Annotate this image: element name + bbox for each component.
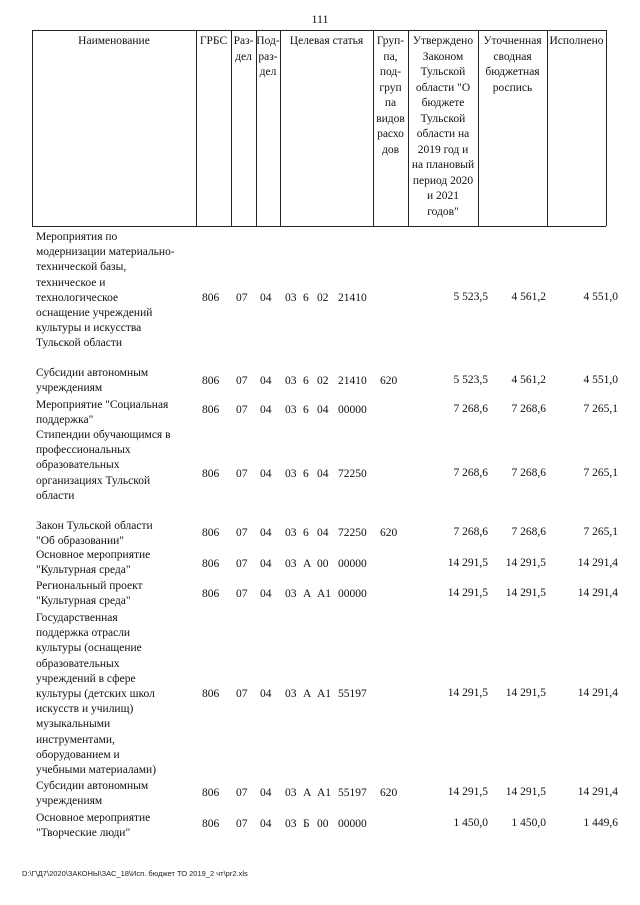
- cell-t3: 02: [317, 292, 329, 304]
- header-line: Уточненная: [483, 35, 542, 47]
- cell-t2: А: [303, 787, 312, 799]
- cell-t4: 55197: [338, 688, 367, 700]
- row-name-line: технологическое: [36, 291, 119, 304]
- row-name-line: Государственная: [36, 612, 118, 624]
- cell-t3: 02: [317, 375, 329, 387]
- header-refined: [478, 34, 547, 96]
- cell-refined: 14 291,5: [505, 687, 546, 699]
- row-name-line: "Об образовании": [36, 535, 124, 548]
- cell-approved: 7 268,6: [453, 526, 488, 538]
- cell-t2: 6: [303, 468, 309, 480]
- cell-group: 620: [380, 787, 398, 799]
- cell-t3: 04: [317, 527, 329, 539]
- cell-executed: 14 291,4: [577, 557, 618, 569]
- row-name-line: поддержка отрасли: [36, 627, 131, 640]
- cell-executed: 7 265,1: [583, 526, 618, 538]
- cell-razdel: 07: [236, 375, 248, 387]
- row-name-line: поддержка": [36, 414, 94, 427]
- cell-refined: 14 291,5: [505, 587, 546, 599]
- cell-razdel: 07: [236, 818, 248, 830]
- cell-t4: 21410: [338, 292, 367, 304]
- cell-approved: 5 523,5: [453, 291, 488, 303]
- row-name-line: Основное мероприятие: [36, 812, 151, 824]
- cell-t3: А1: [317, 688, 332, 700]
- row-name-line: культуры (оснащение: [36, 642, 142, 655]
- cell-razdel: 07: [236, 468, 248, 480]
- row-name-line: техническое и: [36, 276, 106, 289]
- cell-razdel: 07: [236, 787, 248, 799]
- row-name: [36, 519, 226, 549]
- row-name-line: учреждениям: [36, 795, 103, 808]
- header-line: на плановый: [411, 159, 475, 171]
- cell-razdel: 07: [236, 527, 248, 539]
- header-razdel: [231, 34, 256, 65]
- row-name-line: оборудованием и: [36, 748, 120, 761]
- cell-t2: 6: [303, 292, 309, 304]
- row-name: [36, 811, 226, 841]
- row-name-line: Основное мероприятие: [36, 549, 151, 561]
- cell-t3: 00: [317, 558, 329, 570]
- cell-executed: 7 265,1: [583, 467, 618, 479]
- row-name-line: модернизации материально-: [36, 246, 175, 259]
- row-name-line: области: [36, 489, 75, 502]
- file-path-footer: D:\Г\Д7\2020\ЗАКОНЫ\ЗАС_18\Исп. бюджет ТО 2019_2 чт\pr2.xls: [22, 869, 248, 878]
- row-name-line: образовательных: [36, 459, 120, 472]
- cell-t4: 21410: [338, 375, 367, 387]
- header-line: па,: [383, 50, 398, 63]
- cell-refined: 7 268,6: [511, 526, 546, 538]
- cell-group: 620: [380, 527, 398, 539]
- cell-t1: 03: [285, 404, 297, 416]
- cell-grbs: 806: [202, 787, 220, 799]
- header-name: Наименование: [78, 35, 150, 47]
- cell-razdel: 07: [236, 292, 248, 304]
- header-podrazdel: [256, 34, 280, 81]
- header-line: сводная: [493, 50, 532, 63]
- cell-grbs: 806: [202, 375, 220, 387]
- cell-refined: 4 561,2: [511, 374, 546, 386]
- cell-t1: 03: [285, 558, 297, 570]
- cell-podrazdel: 04: [260, 527, 272, 539]
- row-name-line: Мероприятие "Социальная: [36, 399, 169, 411]
- cell-t1: 03: [285, 787, 297, 799]
- cell-t1: 03: [285, 588, 297, 600]
- header-line: годов": [427, 205, 459, 218]
- row-name-line: Закон Тульской области: [36, 520, 153, 532]
- cell-group: 620: [380, 375, 398, 387]
- cell-t4: 00000: [338, 588, 367, 600]
- cell-podrazdel: 04: [260, 292, 272, 304]
- page-number: 111: [311, 12, 329, 26]
- cell-podrazdel: 04: [260, 375, 272, 387]
- cell-approved: 14 291,5: [447, 587, 488, 599]
- row-name: [36, 398, 226, 428]
- row-name-line: "Творческие люди": [36, 827, 131, 840]
- header-line: Под-: [256, 35, 280, 47]
- row-name-line: оснащение учреждений: [36, 307, 153, 320]
- cell-t2: 6: [303, 527, 309, 539]
- cell-t2: А: [303, 558, 312, 570]
- cell-refined: 14 291,5: [505, 557, 546, 569]
- cell-refined: 7 268,6: [511, 403, 546, 415]
- row-name-line: культуры (детских школ: [36, 688, 155, 701]
- cell-t2: Б: [303, 818, 310, 830]
- cell-t1: 03: [285, 818, 297, 830]
- cell-razdel: 07: [236, 588, 248, 600]
- cell-approved: 14 291,5: [447, 786, 488, 798]
- cell-executed: 4 551,0: [583, 374, 618, 386]
- cell-refined: 4 561,2: [511, 291, 546, 303]
- header-line: 2019 год и: [417, 143, 469, 156]
- cell-approved: 5 523,5: [453, 374, 488, 386]
- cell-t4: 00000: [338, 558, 367, 570]
- cell-executed: 1 449,6: [583, 817, 618, 829]
- cell-approved: 14 291,5: [447, 557, 488, 569]
- cell-grbs: 806: [202, 588, 220, 600]
- cell-t1: 03: [285, 468, 297, 480]
- header-line: Груп-: [376, 35, 405, 47]
- row-name: [36, 611, 226, 778]
- cell-podrazdel: 04: [260, 787, 272, 799]
- header-executed: Исполнено: [549, 35, 604, 47]
- cell-t3: 04: [317, 404, 329, 416]
- cell-approved: 7 268,6: [453, 403, 488, 415]
- header-line: период 2020: [412, 174, 474, 187]
- header-line: па: [384, 97, 397, 109]
- row-name: [36, 779, 226, 809]
- row-name-line: культуры и искусства: [36, 322, 142, 335]
- header-line: расхо: [377, 128, 404, 140]
- row-name-line: музыкальными: [36, 718, 111, 731]
- cell-executed: 14 291,4: [577, 786, 618, 798]
- header-grbs: ГРБС: [199, 35, 228, 47]
- row-name-line: инструментами,: [36, 733, 115, 746]
- header-target: Целевая статья: [289, 35, 364, 47]
- header-line: дов: [381, 143, 400, 156]
- header-line: Утверждено: [412, 35, 474, 47]
- cell-grbs: 806: [202, 818, 220, 830]
- cell-podrazdel: 04: [260, 818, 272, 830]
- cell-executed: 14 291,4: [577, 587, 618, 599]
- header-line: роспись: [492, 81, 533, 94]
- cell-approved: 7 268,6: [453, 467, 488, 479]
- row-name: [36, 230, 226, 352]
- header-line: области на: [416, 128, 470, 140]
- row-name-line: Стипендии обучающимся в: [36, 429, 171, 441]
- cell-t2: 6: [303, 375, 309, 387]
- cell-t3: А1: [317, 787, 332, 799]
- row-name: [36, 548, 226, 578]
- cell-razdel: 07: [236, 688, 248, 700]
- row-name: [36, 428, 226, 504]
- cell-refined: 14 291,5: [505, 786, 546, 798]
- header-line: видов: [376, 112, 405, 125]
- row-name: [36, 579, 226, 609]
- row-name-line: профессиональных: [36, 444, 131, 457]
- cell-executed: 14 291,4: [577, 687, 618, 699]
- cell-podrazdel: 04: [260, 404, 272, 416]
- header-line: дел: [235, 50, 252, 63]
- row-name-line: учреждений в сфере: [36, 672, 136, 685]
- header-line: Тульской: [420, 112, 466, 125]
- cell-podrazdel: 04: [260, 558, 272, 570]
- cell-executed: 7 265,1: [583, 403, 618, 415]
- row-name-line: учебными материалами): [36, 764, 157, 777]
- cell-refined: 1 450,0: [511, 817, 546, 829]
- header-line: дел: [259, 66, 277, 78]
- header-line: бюджете: [421, 97, 465, 109]
- cell-executed: 4 551,0: [583, 291, 618, 303]
- row-name-line: Мероприятия по: [36, 231, 118, 243]
- row-name-line: искусств и училищ): [36, 703, 134, 716]
- row-name-line: Региональный проект: [36, 580, 143, 592]
- row-name-line: "Культурная среда": [36, 595, 131, 608]
- cell-t4: 55197: [338, 787, 367, 799]
- cell-t4: 00000: [338, 818, 367, 830]
- cell-grbs: 806: [202, 404, 220, 416]
- header-line: груп: [379, 81, 402, 94]
- row-name-line: технической базы,: [36, 261, 127, 274]
- cell-grbs: 806: [202, 527, 220, 539]
- cell-t3: 00: [317, 818, 329, 830]
- cell-t4: 72250: [338, 527, 367, 539]
- header-group: [373, 34, 408, 158]
- header-line: области "О: [415, 81, 471, 94]
- cell-grbs: 806: [202, 558, 220, 570]
- cell-t3: А1: [317, 588, 332, 600]
- cell-podrazdel: 04: [260, 588, 272, 600]
- row-name-line: "Культурная среда": [36, 564, 131, 577]
- cell-razdel: 07: [236, 558, 248, 570]
- row-name-line: организациях Тульской: [36, 474, 151, 487]
- cell-t2: А: [303, 688, 312, 700]
- header-line: Тульской: [420, 66, 466, 78]
- cell-approved: 1 450,0: [453, 817, 488, 829]
- row-name-line: учреждениям: [36, 382, 103, 395]
- header-line: раз-: [258, 50, 278, 63]
- cell-t1: 03: [285, 688, 297, 700]
- cell-grbs: 806: [202, 468, 220, 480]
- cell-approved: 14 291,5: [447, 687, 488, 699]
- header-line: под-: [379, 66, 402, 78]
- cell-razdel: 07: [236, 404, 248, 416]
- cell-podrazdel: 04: [260, 468, 272, 480]
- cell-t1: 03: [285, 292, 297, 304]
- header-approved: [408, 34, 478, 220]
- header-line: бюджетная: [485, 66, 540, 78]
- header-line: Раз-: [233, 35, 254, 47]
- row-name-line: Субсидии автономным: [36, 780, 149, 792]
- cell-t2: 6: [303, 404, 309, 416]
- cell-refined: 7 268,6: [511, 467, 546, 479]
- cell-grbs: 806: [202, 292, 220, 304]
- cell-t4: 00000: [338, 404, 367, 416]
- row-name-line: образовательных: [36, 657, 120, 670]
- row-name: [36, 366, 226, 396]
- header-line: и 2021: [426, 190, 460, 202]
- cell-podrazdel: 04: [260, 688, 272, 700]
- cell-t4: 72250: [338, 468, 367, 480]
- cell-t1: 03: [285, 375, 297, 387]
- cell-t2: А: [303, 588, 312, 600]
- cell-grbs: 806: [202, 688, 220, 700]
- row-name-line: Тульской области: [36, 337, 123, 350]
- cell-t3: 04: [317, 468, 329, 480]
- row-name-line: Субсидии автономным: [36, 367, 149, 379]
- header-line: Законом: [422, 50, 464, 63]
- cell-t1: 03: [285, 527, 297, 539]
